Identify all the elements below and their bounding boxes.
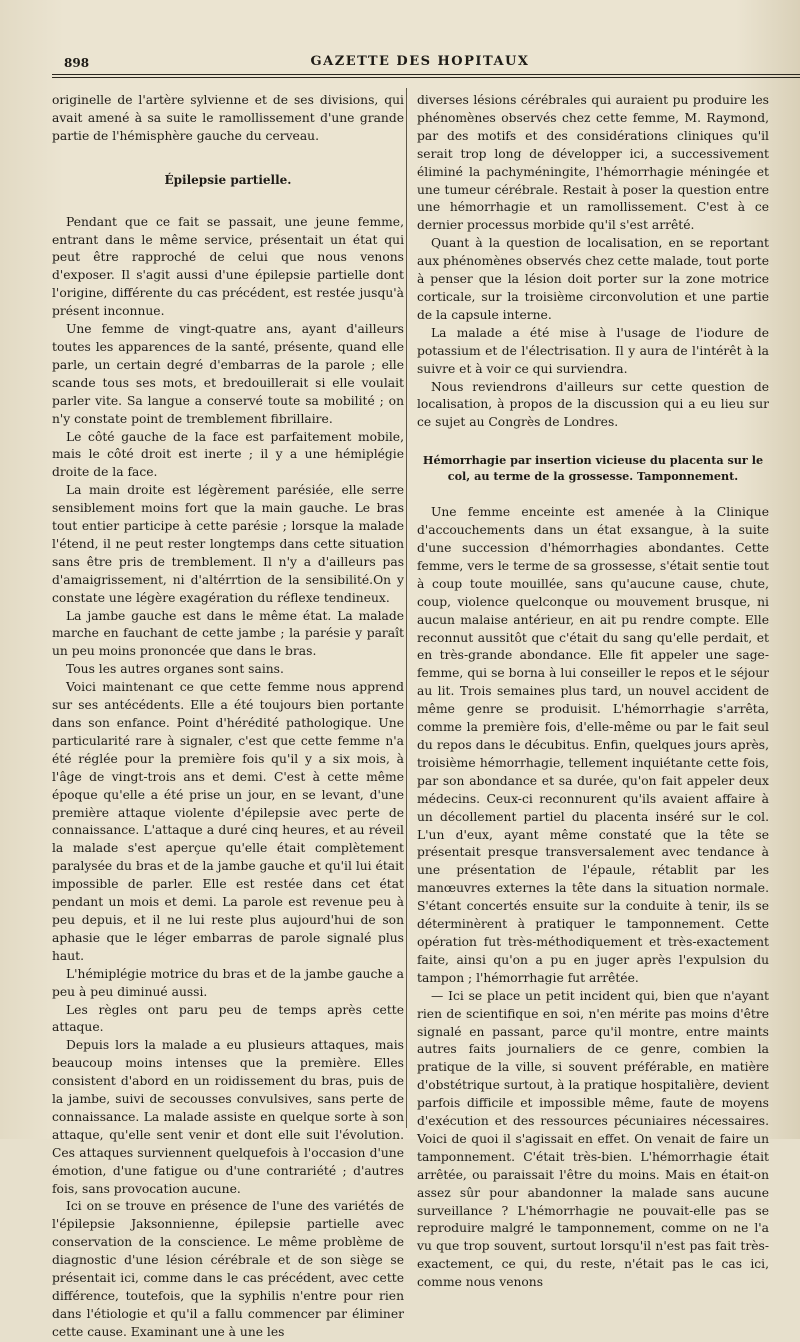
header-rule-bottom [52, 77, 800, 78]
page-header [58, 52, 782, 72]
left-column [52, 92, 404, 1339]
paragraph: originelle de l'artère sylvienne et de ses divisions, qui avait amené à sa suite le ramollissement d'une grande partie de l'hémisphère gauche du cerveau. [52, 93, 404, 143]
paragraph: — Ici se place un petit incident qui, bien que n'ayant rien de scientifique en soi, n'en mérite pas moins d'être signalé en passant, parce qu'il montre, entre maints autres faits journaliers de ce genre, combien la pratique de la ville, si souvent préférable, en matière d'obstétrique surtout, à la pratique hospitalière, devient parfois difficile et impossible même, faute de moyens d'exécution et des ressources pécuniaires nécessaires. Voici de quoi il s'agissait en effet. On venait de faire un tamponnement. C'était très-bien. L'hémorrhagie était arrêtée, ou paraissait l'être du moins. Mais en était-on assez sûr pour abandonner la malade sans aucune surveillance ? L'hémorrhagie ne pouvait-elle pas se reproduire malgré le tamponnement, comme on ne l'a vu que trop souvent, surtout lorsqu'il n'est pas fait très-exactement, ce qui, du reste, n'était pas le cas ici, comme nous venons [417, 988, 769, 1290]
page-number: 898 [64, 56, 90, 70]
paragraph: Depuis lors la malade a eu plusieurs attaques, mais beaucoup moins intenses que la première. Elles consistent d'abord en un roidissement du bras, puis de la jambe, suivi de secousses convulsives, sans perte de connaissance. La malade assiste en quelque sorte à son attaque, qu'elle sent venir et dont elle suit l'évolution. Ces attaques surviennent quelquefois à l'occasion d'une émotion, d'une fatigue ou d'une contrariété ; d'autres fois, sans provocation aucune. [52, 1038, 404, 1196]
section-title-epilepsie: Épilepsie partielle. [164, 172, 292, 187]
paragraph: La main droite est légèrement parésiée, elle serre sensiblement moins fort que la main gauche. Le bras tout entier participe à cette parésie ; lorsque la malade l'étend, il ne peut rester longtemps dans cette situation sans être pris de tremblement. Il n'y a d'ailleurs pas d'amaigrissement, ni d'altérrtion de la sensibilité.On y constate une légère exagération du réflexe tendineux. [52, 483, 404, 605]
paragraph: L'hémiplégie motrice du bras et de la jambe gauche a peu à peu diminué aussi. [52, 966, 404, 999]
paragraph: Pendant que ce fait se passait, une jeune femme, entrant dans le même service, présentait un état qui peut être rapproché de celui que nous venons d'exposer. Il s'agit aussi d'une épilepsie partielle dont l'origine, différente du cas précédent, est restée jusqu'à présent inconnue. [52, 214, 404, 319]
paragraph: diverses lésions cérébrales qui auraient pu produire les phénomènes observés chez cette femme, M. Raymond, par des motifs et des considérations cliniques qu'il serait trop long de développer ici, a successivement éliminé la pachyméningite, l'hémorrhagie méningée et une tumeur cérébrale. Restait à poser la question entre une hémorrhagie et un ramollissement. C'est à ce dernier processus morbide qu'il s'est arrêté. [417, 93, 769, 233]
running-head: GAZETTE DES HOPITAUX [310, 54, 530, 69]
paragraph: Nous reviendrons d'ailleurs sur cette question de localisation, à propos de la discussion qui a eu lieu sur ce sujet au Congrès de Londres. [417, 379, 769, 430]
paragraph: La jambe gauche est dans le même état. La malade marche en fauchant de cette jambe ; la parésie y paraît un peu moins prononcée que dans le bras. [52, 608, 404, 659]
paragraph: La malade a été mise à l'usage de l'iodure de potassium et de l'électrisation. Il y aura de l'intérêt à la suivre et à voir ce qui surviendra. [417, 325, 769, 376]
column-divider [406, 88, 407, 1128]
paragraph: Le côté gauche de la face est parfaitement mobile, mais le côté droit est inerte ; il y a une hémiplégie droite de la face. [52, 429, 404, 480]
section-title-hemorrhagie: Hémorrhagie par insertion vicieuse du placenta sur le col, au terme de la grossesse. Tamponnement. [422, 453, 764, 484]
paragraph: Tous les autres organes sont sains. [66, 662, 284, 677]
paragraph: Ici on se trouve en présence de l'une des variétés de l'épilepsie Jaksonnienne, épilepsie partielle avec conservation de la conscience. Le même problème de diagnostic d'une lésion cérébrale et de son siège se présentait ici, comme dans le cas précédent, avec cette différence, toutefois, que la syphilis n'entre pour rien dans l'étiologie et qu'il a fallu commencer par éliminer cette cause. Examinant une à une les [52, 1199, 404, 1339]
paragraph: Quant à la question de localisation, en se reportant aux phénomènes observés chez cette malade, tout porte à penser que la lésion doit porter sur la zone motrice corticale, sur la troisième circonvolution et une partie de la capsule interne. [417, 236, 769, 322]
header-rule-top [52, 74, 800, 75]
right-column [417, 92, 769, 1290]
paragraph: Une femme de vingt-quatre ans, ayant d'ailleurs toutes les apparences de la santé, présente, quand elle parle, un certain degré d'embarras de la parole ; elle scande tous ses mots, et bredouillerait si elle voulait parler vite. Sa langue a conservé toute sa mobilité ; on n'y constate point de tremblement fibrillaire. [52, 322, 404, 426]
paragraph: Une femme enceinte est amenée à la Clinique d'accouchements dans un état exsangue, à la suite d'une succession d'hémorrhagies abondantes. Cette femme, vers le terme de sa grossesse, s'était sentie tout à coup toute mouillée, sans qu'aucune cause, chute, coup, violence quelconque ou mouvement brusque, ni aucun malaise antérieur, en ait pu rendre compte. Elle reconnut aussitôt que c'était du sang qu'elle perdait, et en très-grande abondance. Elle fit appeler une sage-femme, qui se borna à lui conseiller le repos et le séjour au lit. Trois semaines plus tard, un nouvel accident de même genre se produisit. L'hémorrhagie s'arrêta, comme la première fois, d'elle-même ou par le fait seul du repos dans le décubitus. Enfin, quelques jours après, troisième hémorrhagie, tellement inquiétante cette fois, par son abondance et sa durée, qu'on fait appeler deux médecins. Ceux-ci reconnurent qu'ils avaient affaire à un décollement partiel du placenta inséré sur le col. L'un d'eux, ayant même constaté que la tête se présentait presque transversalement avec tendance à une présentation de l'épaule, rétablit par les manœuvres externes la tête dans la situation normale. S'étant concertés ensuite sur la conduite à tenir, ils se déterminèrent à pratiquer le tamponnement. Cette opération fut très-méthodiquement et très-exactement faite, ainsi qu'on a pu en juger après l'expulsion du tampon ; l'hémorrhagie fut arrêtée. [417, 505, 769, 985]
paragraph: Les règles ont paru peu de temps après cette attaque. [52, 1002, 404, 1035]
paragraph: Voici maintenant ce que cette femme nous apprend sur ses antécédents. Elle a été toujours bien portante dans son enfance. Point d'hérédité pathologique. Une particularité rare à signaler, c'est que cette femme n'a été réglée pour la première fois qu'il y a six mois, à l'âge de vingt-trois ans et demi. C'est à cette même époque qu'elle a été prise un jour, en se levant, d'une première attaque violente d'épilepsie avec perte de connaissance. L'attaque a duré cinq heures, et au réveil la malade s'est aperçue qu'elle était complètement paralysée du bras et de la jambe gauche et qu'il lui était impossible de parler. Elle est restée dans cet état pendant un mois et demi. La parole est revenue peu à peu depuis, et il ne lui reste plus aujourd'hui de son aphasie que le léger embarras de parole signalé plus haut. [52, 680, 404, 963]
